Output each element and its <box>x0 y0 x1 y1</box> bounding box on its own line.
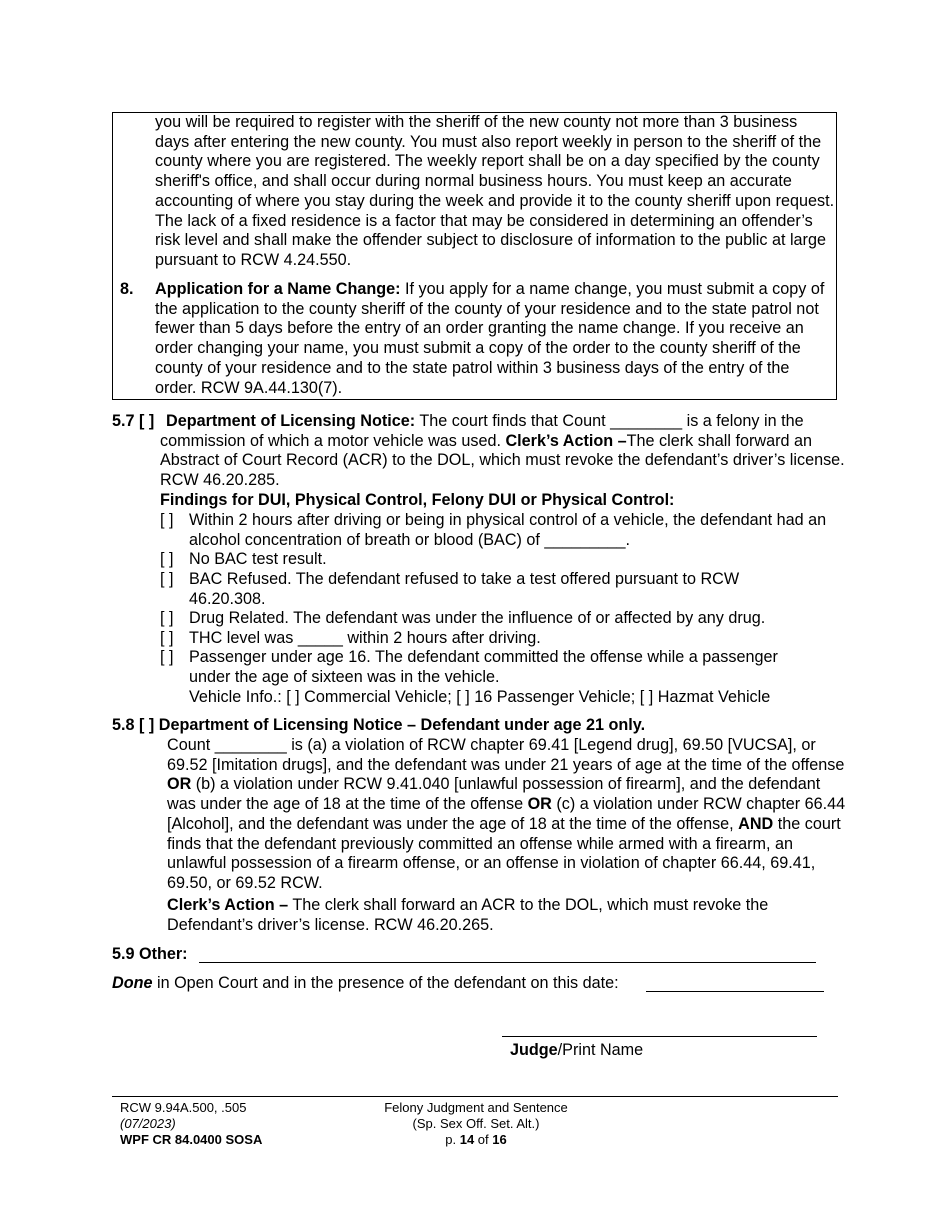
section-5-8-or-1: OR <box>167 775 192 794</box>
section-5-8-clerk-label: Clerk’s Action – <box>167 896 289 914</box>
finding-bac-refused-text: BAC Refused. The defendant refused to take a test offered pursuant to RCW 46.20.308. <box>189 570 740 608</box>
finding-drug-checkbox[interactable]: [ ] <box>160 609 174 627</box>
footer-title-2: (Sp. Sex Off. Set. Alt.) <box>412 1116 540 1131</box>
finding-thc-text: THC level was _____ within 2 hours after driving. <box>189 629 541 647</box>
finding-no-bac-text: No BAC test result. <box>189 550 327 568</box>
footer-rcw: RCW 9.94A.500, .505 <box>120 1100 247 1115</box>
findings-title: Findings for DUI, Physical Control, Felony DUI or Physical Control: <box>160 491 675 509</box>
section-5-8 <box>112 716 842 736</box>
done-word: Done <box>112 974 153 992</box>
section-5-7-text1: The court finds that Count ________ is a felony in the commission of which a motor vehicle was used. <box>160 412 804 450</box>
section-5-8-text-a: Count ________ is (a) a violation of RCW chapter 69.41 [Legend drug], 69.50 [VUCSA], or 69.52 [Imitation drugs], and the defendant was under 21 years of age at the time of the offense <box>167 736 845 774</box>
footer-date: (07/2023) <box>120 1116 176 1131</box>
finding-no-bac-checkbox[interactable]: [ ] <box>160 550 174 568</box>
finding-bac-refused-checkbox[interactable]: [ ] <box>160 570 174 588</box>
judge-label <box>510 1041 643 1061</box>
section-5-8-text-d: the court finds that the defendant previously committed an offense while armed with a firearm, an unlawful possession of a firearm offense, or an offense in violation of chapter 66.44, 69.41, 69.50, or 69.52 RCW. <box>167 814 841 892</box>
item-8-text: If you apply for a name change, you must submit a copy of the application to the county sheriff of the county of your residence and to the state patrol not fewer than 5 days before the entry of an order granting the name change. If you receive an order changing your name, you must submit a copy of the order to the county sheriff of the county of your residence and to the state patrol within 3 business days of the entry of the order. RCW 9A.44.130(7). <box>155 280 825 397</box>
footer-page-number <box>356 1132 596 1148</box>
finding-passenger-text: Passenger under age 16. The defendant committed the offense while a passenger under the age of sixteen was in the vehicle. <box>189 648 778 686</box>
done-in-open-court <box>112 974 652 994</box>
footer-page-prefix: p. <box>445 1132 460 1147</box>
section-5-7-title: Department of Licensing Notice: <box>166 412 416 430</box>
continuation-paragraph: you will be required to register with the sheriff of the new county not more than 3 business days after entering the new county. You must also report weekly in person to the sheriff of the county where you are registered. The weekly report shall be on a day specified by the county sheriff's office, and shall occur during normal business hours. You must keep an accurate accounting of where you stay during the week and provide it to the county sheriff upon request. The lack of a fixed residence is a factor that may be considered in determining an offender’s risk level and shall make the offender subject to disclosure of information to the public at large pursuant to RCW 4.24.550. <box>155 113 835 269</box>
section-5-9-label: 5.9 Other: <box>112 945 188 963</box>
judge-signature-line[interactable] <box>502 1022 817 1037</box>
section-5-8-clerk-text: The clerk shall forward an ACR to the DOL, which must revoke the Defendant’s driver’s license. RCW 46.20.265. <box>167 896 769 934</box>
footer-title-1: Felony Judgment and Sentence <box>384 1100 568 1115</box>
section-5-7-clerk-label: Clerk’s Action – <box>505 431 627 450</box>
footer-form-id: WPF CR 84.0400 SOSA <box>120 1132 263 1147</box>
footer-center <box>356 1100 596 1148</box>
section-5-8-or-2: OR <box>527 795 552 814</box>
section-5-7-number[interactable]: 5.7 [ ] <box>112 412 155 430</box>
footer-total: 16 <box>492 1132 507 1147</box>
section-5-8-text-c: (c) a violation under RCW chapter 66.44 [Alcohol], and the defendant was under the age of 18 at the time of the offense, <box>167 795 846 833</box>
section-5-7-body <box>160 412 850 491</box>
section-5-8-title: Department of Licensing Notice – Defendant under age 21 only. <box>158 716 646 734</box>
footer-left <box>120 1100 370 1148</box>
section-5-7-text2: The clerk shall forward an Abstract of Court Record (ACR) to the DOL, which must revoke the defendant’s driver’s license. RCW 46.20.285. <box>160 431 845 490</box>
section-5-8-and: AND <box>738 814 774 833</box>
finding-passenger-checkbox[interactable]: [ ] <box>160 648 174 666</box>
finding-bac-checkbox[interactable]: [ ] <box>160 511 174 529</box>
finding-bac-text: Within 2 hours after driving or being in physical control of a vehicle, the defendant had an alcohol concentration of breath or blood (BAC) of _________. <box>189 511 827 549</box>
done-text: in Open Court and in the presence of the defendant on this date: <box>152 974 619 992</box>
footer-of: of <box>474 1132 493 1147</box>
footer-rule <box>112 1096 838 1097</box>
finding-thc-checkbox[interactable]: [ ] <box>160 629 174 647</box>
section-5-8-text-b: (b) a violation under RCW 9.41.040 [unlawful possession of firearm], and the defendant was under the age of 18 at the time of the offense <box>167 775 821 814</box>
footer-page: 14 <box>459 1132 475 1147</box>
item-8-number: 8. <box>120 280 134 298</box>
print-name-text: /Print Name <box>557 1041 644 1059</box>
item-8-title: Application for a Name Change: <box>155 280 401 298</box>
section-5-8-paragraph <box>167 736 847 894</box>
vehicle-info: Vehicle Info.: [ ] Commercial Vehicle; [ ] 16 Passenger Vehicle; [ ] Hazmat Vehicle <box>189 688 771 706</box>
other-input-line[interactable] <box>199 946 816 963</box>
section-5-8-number[interactable]: 5.8 [ ] <box>112 716 155 734</box>
judge-word: Judge <box>510 1041 558 1059</box>
item-8-body <box>155 280 835 398</box>
finding-drug-text: Drug Related. The defendant was under the influence of or affected by any drug. <box>189 609 766 627</box>
date-input-line[interactable] <box>646 975 824 992</box>
section-5-8-clerk-action <box>167 896 847 935</box>
continuation-box <box>112 112 837 400</box>
